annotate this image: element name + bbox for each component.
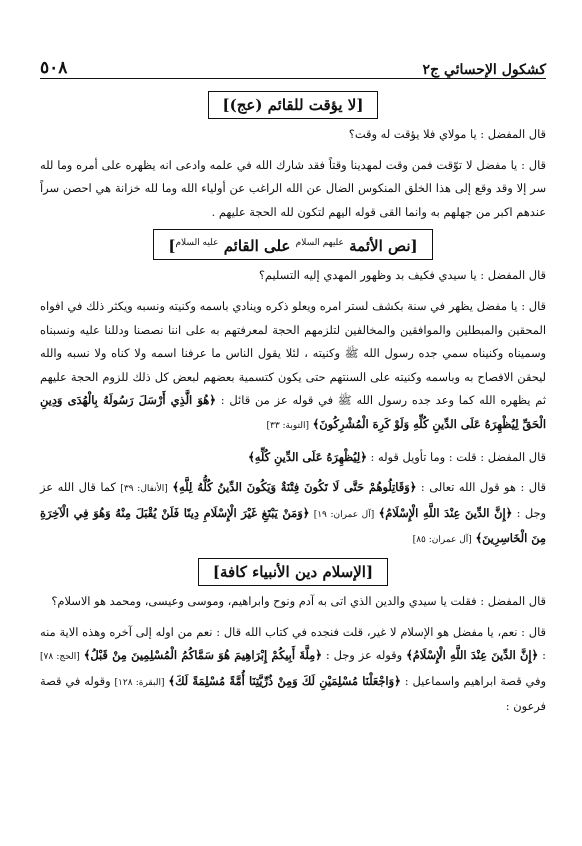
running-header bbox=[40, 54, 546, 79]
section-heading: [الإسلام دين الأنبياء كافة] bbox=[198, 558, 388, 586]
paragraph-text: وفي قصة ابراهيم واسماعيل : bbox=[404, 673, 546, 688]
book-title: كشكول الإحسائي ج٢ bbox=[422, 62, 546, 78]
quran-verse: ﴿هُوَ الَّذِي أَرْسَلَ رَسُولَهُ بِالْهُدَى وَدِينِ الْحَقِّ لِيُظْهِرَهُ عَلَى الدِّينِ كُلِّهِ وَلَوْ كَرِهَ الْمُشْرِكُونَ﴾ bbox=[40, 393, 546, 431]
quran-verse: ﴿وَاجْعَلْنَا مُسْلِمَيْنِ لَكَ وَمِنْ ذُرِّيَّتِنَا أُمَّةً مُسْلِمَةً لَكَ﴾ bbox=[168, 673, 401, 688]
section-heading-wrap bbox=[40, 229, 546, 260]
heading-text: [نص الأئمة bbox=[349, 237, 418, 256]
verse-reference: [آل عمران: ١٩] bbox=[313, 509, 375, 520]
verse-reference: [آل عمران: ٨٥] bbox=[412, 535, 472, 546]
paragraph-text: قال : هو قول الله تعالى : bbox=[420, 480, 547, 495]
paragraph-text: وقوله عز وجل : bbox=[325, 648, 403, 663]
paragraph-text: قال المفضل : قلت : وما تأويل قوله : bbox=[370, 449, 546, 464]
verse-reference: [التوبة: ٣٣] bbox=[266, 420, 309, 431]
verse-reference: [الأنفال: ٣٩] bbox=[120, 484, 168, 495]
quran-verse: ﴿إِنَّ الدِّينَ عِنْدَ اللَّهِ الْإِسْلَامُ﴾ bbox=[378, 505, 513, 520]
quran-verse: ﴿مِلَّةَ أَبِيكُمْ إِبْرَاهِيمَ هُوَ سَمَّاكُمُ الْمُسْلِمِينَ مِنْ قَبْلُ﴾ bbox=[83, 648, 322, 663]
quran-verse: ﴿إِنَّ الدِّينَ عِنْدَ اللَّهِ الْإِسْلَامُ﴾ bbox=[406, 648, 539, 663]
verse-reference: [الحج: ٧٨] bbox=[40, 652, 80, 663]
paragraph bbox=[40, 446, 546, 470]
paragraph-text: قال : نعم، يا مفضل هو الإسلام لا غير، قلت فنجده في كتاب الله قال : نعم من اوله إلى آخره وهذه الاية منه : bbox=[40, 624, 546, 663]
paragraph-text: كما قال الله عز وجل : bbox=[40, 480, 546, 520]
quran-verse: ﴿وَقَاتِلُوهُمْ حَتَّى لَا تَكُونَ فِتْنَةٌ وَيَكُونَ الدِّينُ كُلُّهُ لِلَّهِ﴾ bbox=[172, 480, 417, 495]
verse-reference: [البقرة: ١٢٨] bbox=[114, 677, 165, 688]
heading-text: ] bbox=[168, 237, 176, 256]
paragraph-text: قال : يا مفضل يظهر في سنة بكشف لستر امره ويعلو ذكره وينادي باسمه وكنيته ونسبه ويكثر ذلك في افواه المحقين والمبطلين والموافقين والمخالفين لتلزمهم الحجة لمعرفتهم به على اننا نصصنا ودللنا عليه ونسبناه وسميناه وكنيناه سمي جده رسول الله ﷺ وكنيته ، لئلا يقول الناس ما عرفنا اسمه ولا كناه ولا نسبه والله ليحقن الافصاح به وباسمه وكنيته على السنتهم حتى يكون كتسمية بعضهم لبعض كل ذلك للزوم الحجة عليهم ثم يظهره الله كما وعد جده رسول الله ﷺ في قوله عز من قائل : bbox=[40, 298, 546, 408]
paragraph: قال : يا مفضل لا توّقت فمن وقت لمهدينا وقتاً فقد شارك الله في علمه وادعى انه يظهره على أمره وما لله سر إلا وقد وقع إلى هذا الخلق المنكوس الضال عن الله الراغب عن أولياء الله وما لله خزانة هي احصن سراً عندهم اكبر من جهلهم به وانما القى قوله اليهم لتكون لله الحجة عليهم . bbox=[40, 157, 546, 219]
paragraph: قال المفضل : فقلت يا سيدي والدين الذي اتى به آدم ونوح وابراهيم، وموسى وعيسى، ومحمد هو الاسلام؟ bbox=[51, 593, 546, 608]
quran-verse: ﴿وَمَنْ يَبْتَغِ غَيْرَ الْإِسْلَامِ دِينًا فَلَنْ يُقْبَلَ مِنْهُ وَهُوَ فِي الْآخِرَةِ مِنَ الْخَاسِرِينَ﴾ bbox=[40, 505, 546, 546]
page-body bbox=[40, 86, 546, 719]
section-heading-wrap bbox=[40, 558, 546, 586]
paragraph bbox=[40, 476, 546, 553]
section-heading bbox=[153, 229, 432, 260]
section-heading-wrap bbox=[40, 91, 546, 119]
paragraph bbox=[40, 295, 546, 439]
heading-text: على القائم bbox=[223, 237, 291, 256]
paragraph-text: وقوله في قصة فرعون : bbox=[40, 673, 546, 714]
paragraph: قال المفضل : يا سيدي فكيف بد وظهور المهدي إليه التسليم؟ bbox=[258, 268, 546, 283]
blessing-glyph: عليه السلام bbox=[175, 238, 219, 249]
paragraph: قال المفضل : يا مولاي فلا يؤقت له وقت؟ bbox=[348, 127, 546, 141]
paragraph bbox=[40, 621, 546, 719]
quran-verse: ﴿لِيُظْهِرَهُ عَلَى الدِّينِ كُلِّهِ﴾ bbox=[248, 449, 367, 464]
blessing-glyph: عليهم السلام bbox=[295, 238, 344, 249]
section-heading: [لا يؤقت للقائم (عج)] bbox=[208, 91, 379, 119]
page-number: ٥٠٨ bbox=[40, 58, 68, 78]
